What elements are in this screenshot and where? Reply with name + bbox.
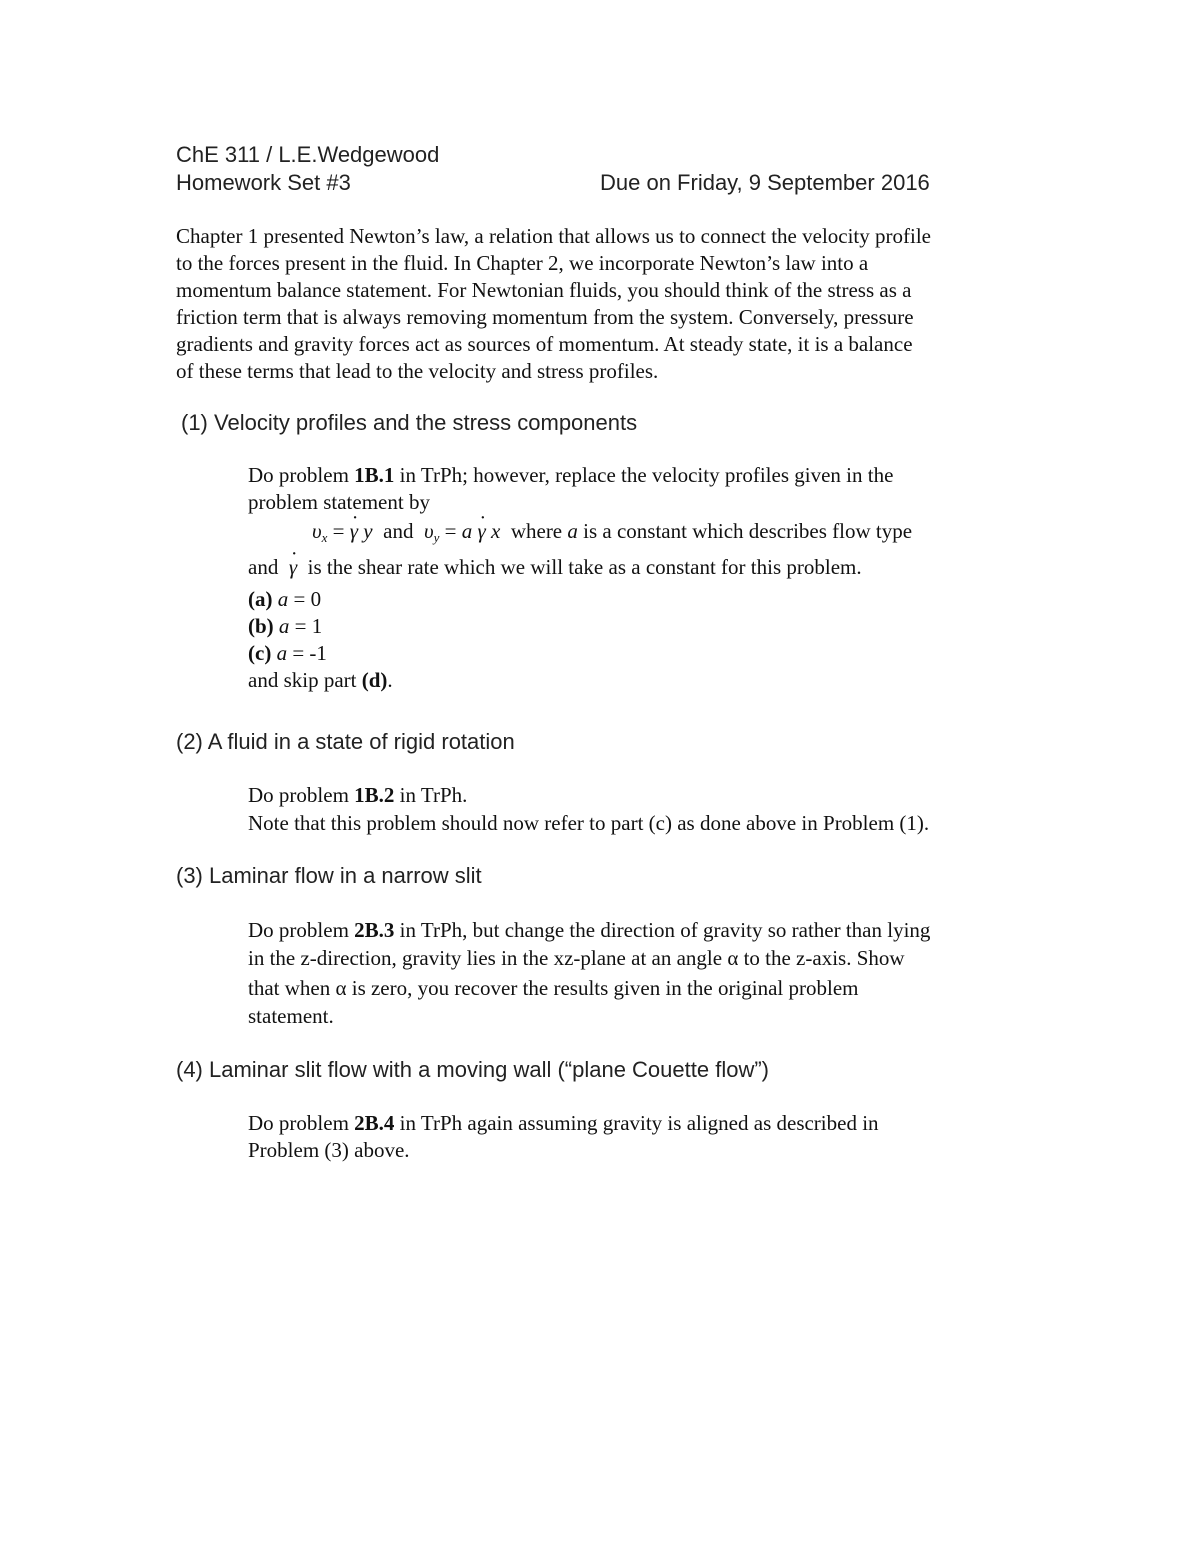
shear-rate-line: and · γ is the shear rate which we will take as a constant for this problem.: [248, 555, 862, 580]
course-header: ChE 311 / L.E.Wedgewood: [176, 142, 440, 167]
intro-line: gradients and gravity forces act as sources of momentum. At steady state, it is a balance: [176, 332, 913, 356]
part-c: (c) a = -1: [248, 641, 327, 665]
homework-set-title: Homework Set #3: [176, 170, 351, 195]
skip-part-line: and skip part (d).: [248, 668, 393, 692]
problem-4-line: Do problem 2B.4 in TrPh again assuming gravity is aligned as described in: [248, 1111, 879, 1135]
problem-3-line: in the z-direction, gravity lies in the xz-plane at an angle α to the z-axis. Show: [248, 946, 905, 970]
problem-3-line: that when α is zero, you recover the results given in the original problem: [248, 976, 859, 1000]
problem-3-heading: (3) Laminar flow in a narrow slit: [176, 863, 482, 888]
velocity-equation: $\upsilon_x$ = · γ y and $\upsilon_y = a \cdot \gamma$ x where a is a constant which describes flow type: [312, 519, 912, 544]
intro-line: friction term that is always removing momentum from the system. Conversely, pressure: [176, 305, 914, 329]
problem-2-line: Note that this problem should now refer to part (c) as done above in Problem (1).: [248, 811, 930, 835]
intro-line: Chapter 1 presented Newton’s law, a relation that allows us to connect the velocity profile: [176, 224, 931, 248]
problem-4-line: Problem (3) above.: [248, 1138, 410, 1162]
intro-line: momentum balance statement. For Newtonian fluids, you should think of the stress as a: [176, 278, 912, 302]
part-b: (b) a = 1: [248, 614, 323, 638]
intro-line: to the forces present in the fluid. In Chapter 2, we incorporate Newton’s law into a: [176, 251, 869, 275]
problem-1-line: problem statement by: [248, 490, 430, 514]
problem-1-heading: (1) Velocity profiles and the stress components: [181, 410, 638, 435]
due-date: Due on Friday, 9 September 2016: [600, 170, 930, 195]
problem-4-heading: (4) Laminar slit flow with a moving wall (“plane Couette flow”): [176, 1057, 769, 1082]
problem-3-line: Do problem 2B.3 in TrPh, but change the direction of gravity so rather than lying: [248, 918, 931, 942]
problem-2-line: Do problem 1B.2 in TrPh.: [248, 783, 468, 807]
intro-line: of these terms that lead to the velocity and stress profiles.: [176, 359, 659, 383]
problem-1-line: Do problem 1B.1 in TrPh; however, replace the velocity profiles given in the: [248, 463, 894, 487]
problem-2-heading: (2) A fluid in a state of rigid rotation: [176, 729, 515, 754]
problem-3-line: statement.: [248, 1004, 334, 1028]
part-a: (a) a = 0: [248, 587, 322, 611]
